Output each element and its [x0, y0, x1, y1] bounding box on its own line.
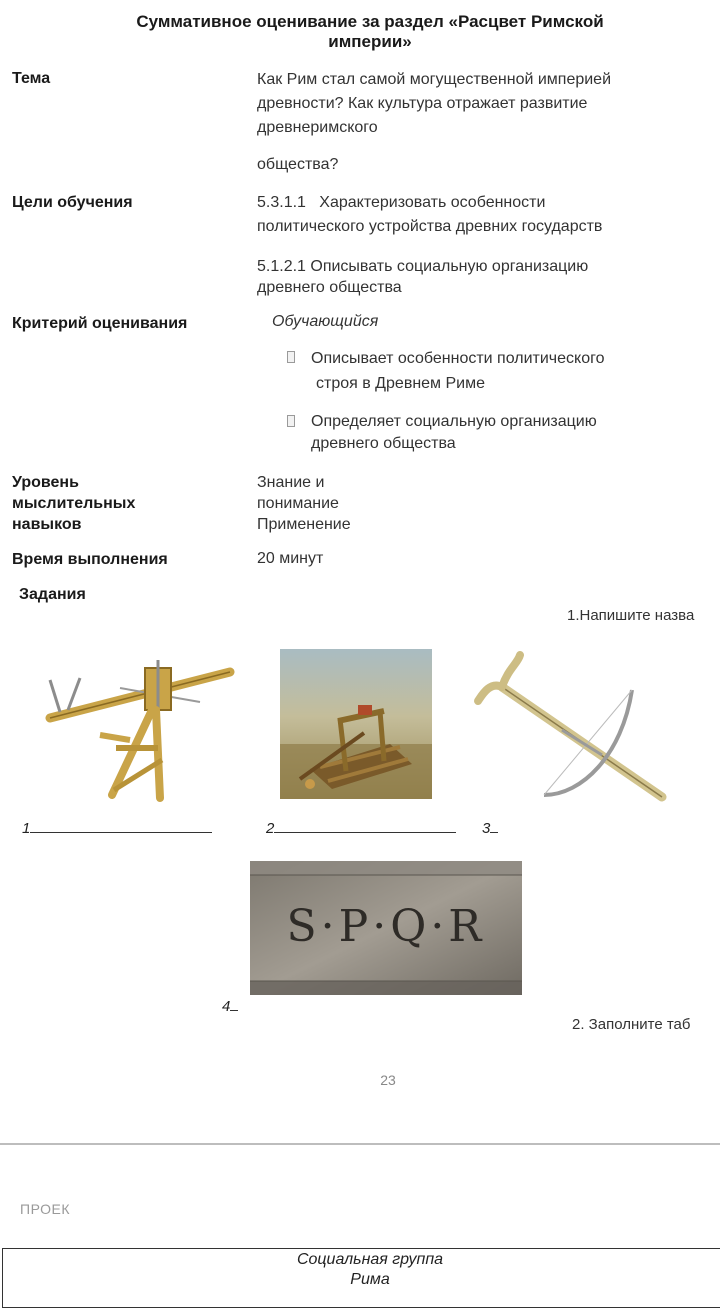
skills-label-line-3: навыков [12, 516, 82, 533]
crossbow-image [472, 645, 672, 805]
task-1-instruction: 1.Напишите назва [567, 607, 695, 624]
skills-label-line-2: мыслительных [12, 495, 136, 512]
criteria-item-2-line-2: древнего общества [311, 435, 456, 452]
topic-value-line-2: древности? Как культура отражает развитие [257, 95, 588, 112]
table-header-line-1: Социальная группа [296, 1251, 444, 1268]
time-label: Время выполнения [12, 551, 168, 568]
answer-blank-2[interactable] [266, 818, 456, 837]
skills-label [12, 472, 135, 535]
answer-blank-3[interactable] [482, 818, 498, 837]
criteria-label: Критерий оценивания [12, 315, 188, 332]
tasks-label: Задания [19, 586, 86, 603]
skills-value-line-2: понимание [257, 495, 339, 512]
spqr-stone-image [250, 861, 522, 995]
criteria-item-1 [311, 346, 605, 396]
ballista-image [40, 640, 235, 805]
answer-blank-1[interactable] [22, 818, 212, 837]
criteria-item-1-line-2: строя в Древнем Риме [316, 375, 485, 392]
topic-value-line-1: Как Рим стал самой могущественной империей [257, 71, 612, 88]
answer-line[interactable] [30, 818, 212, 833]
topic-value-line-4: общества? [257, 156, 339, 173]
goal-1-line-1: 5.3.1.1 Характеризовать особенности [257, 194, 546, 211]
answer-blank-1-number: 1 [22, 820, 31, 837]
page-number: 23 [380, 1072, 396, 1088]
topic-value [257, 68, 697, 140]
criteria-lead: Обучающийся [272, 313, 379, 330]
spqr-inscription: S·P·Q·R [286, 901, 486, 952]
page-title-line-2: империи» [328, 32, 412, 51]
page-title [100, 12, 640, 52]
topic-label: Тема [12, 70, 51, 87]
skills-value [257, 472, 697, 535]
goal-2-line-1: 5.1.2.1 Описывать социальную организацию [257, 258, 589, 275]
task-2-instruction: 2. Заполните таб [572, 1016, 691, 1033]
time-value: 20 минут [257, 550, 324, 567]
skills-value-line-3: Применение [257, 516, 351, 533]
answer-blank-4[interactable] [222, 996, 238, 1015]
skills-value-line-1: Знание и [257, 474, 325, 491]
project-watermark: ПРОЕК [20, 1201, 70, 1217]
goal-2-line-2: древнего общества [257, 279, 402, 296]
topic-value-line-3: древнеримского [257, 119, 378, 136]
goal-1 [257, 191, 697, 239]
answer-line[interactable] [230, 996, 238, 1011]
criteria-item-1-line-1: Описывает особенности политического [311, 350, 605, 367]
answer-line[interactable] [490, 818, 498, 833]
catapult-image [280, 649, 432, 799]
answer-blank-4-number: 4 [222, 998, 231, 1015]
criteria-item-2-line-1: Определяет социальную организацию [311, 413, 597, 430]
table-header-line-2: Рима [350, 1271, 390, 1288]
answer-line[interactable] [274, 818, 456, 833]
page-divider [0, 1143, 720, 1145]
page-title-line-1: Суммативное оценивание за раздел «Расцвет Римской [136, 12, 604, 31]
goals-label: Цели обучения [12, 194, 133, 211]
bullet-box-icon [287, 351, 295, 363]
answer-blank-3-number: 3 [482, 820, 491, 837]
bullet-box-icon [287, 415, 295, 427]
criteria-item-2 [311, 411, 597, 455]
goal-1-line-2: политического устройства древних государств [257, 218, 603, 235]
social-group-table-header [2, 1250, 720, 1290]
skills-label-line-1: Уровень [12, 474, 79, 491]
goal-2 [257, 256, 697, 298]
answer-blank-2-number: 2 [266, 820, 275, 837]
